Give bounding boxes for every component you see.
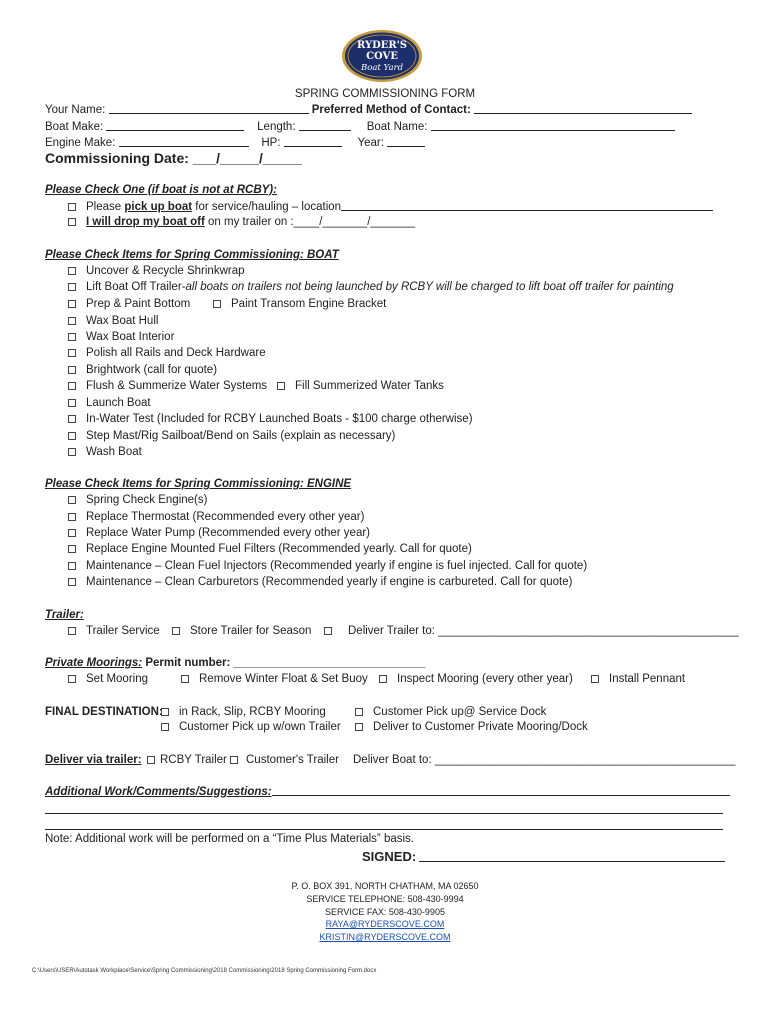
footer-phone: SERVICE TELEPHONE: 508-430-9994: [306, 894, 464, 904]
engine-make-field[interactable]: [119, 136, 249, 147]
pickup-location-field[interactable]: [341, 200, 713, 211]
additional-work-row: [45, 785, 730, 798]
checkbox[interactable]: [68, 448, 76, 456]
year-label: Year:: [357, 137, 384, 149]
checkbox[interactable]: [172, 627, 180, 635]
checkbox[interactable]: [68, 545, 76, 553]
in-rack-item[interactable]: [161, 706, 326, 718]
boat-item-label: Polish all Rails and Deck Hardware: [86, 347, 266, 359]
boat-make-row: [45, 120, 675, 133]
boat-item-label: Step Mast/Rig Sailboat/Bend on Sails (explain as necessary): [86, 430, 396, 442]
boat-item[interactable]: [68, 315, 158, 327]
moorings-row: [45, 657, 425, 669]
dropoff-checkbox[interactable]: [68, 218, 76, 226]
checkbox[interactable]: [68, 578, 76, 586]
boat-item-label: Uncover & Recycle Shrinkwrap: [86, 265, 245, 277]
signed-row: [362, 849, 725, 864]
length-field[interactable]: [299, 120, 351, 131]
engine-item-label: Maintenance – Clean Fuel Injectors (Recommended yearly if engine is fuel injected. Call for quote): [86, 560, 588, 572]
engine-item-label: Maintenance – Clean Carburetors (Recommended yearly if engine is carbureted. Call for quote): [86, 576, 573, 588]
footer-fax: SERVICE FAX: 508-430-9905: [325, 907, 445, 917]
in-rack-label: in Rack, Slip, RCBY Mooring: [179, 706, 326, 718]
checkbox[interactable]: [68, 415, 76, 423]
svg-text:Boat Yard: Boat Yard: [360, 63, 404, 73]
moorings-heading: Private Moorings:: [45, 657, 143, 669]
pickup-text-bold: pick up boat: [124, 201, 193, 213]
set-mooring-label: Set Mooring: [86, 673, 149, 685]
pickup-checkbox[interactable]: [68, 203, 76, 211]
comment-line[interactable]: [45, 813, 723, 814]
your-name-row: [45, 103, 692, 116]
checkbox[interactable]: [324, 627, 332, 635]
install-pennant-label: Install Pennant: [609, 673, 686, 685]
checkbox[interactable]: [68, 627, 76, 635]
trailer-heading: Trailer:: [45, 609, 84, 621]
pickup-option[interactable]: [68, 200, 713, 213]
time-materials-note: Note: Additional work will be performed on a “Time Plus Materials” basis.: [45, 833, 414, 845]
footer-email-1-row: [0, 919, 770, 929]
customers-trailer-item[interactable]: [230, 754, 339, 766]
checkbox[interactable]: [68, 432, 76, 440]
additional-work-heading: Additional Work/Comments/Suggestions:: [45, 786, 272, 798]
hp-field[interactable]: [284, 136, 342, 147]
signed-label: SIGNED:: [362, 849, 417, 864]
boat-item[interactable]: [68, 413, 473, 425]
boat-item-label: Wash Boat: [86, 446, 142, 458]
boat-item[interactable]: [68, 281, 674, 293]
rcby-trailer-item[interactable]: [147, 754, 227, 766]
customer-trailer-label: Customer Pick up w/own Trailer: [179, 721, 341, 733]
boat-item[interactable]: [68, 380, 267, 392]
engine-make-label: Engine Make:: [45, 137, 116, 149]
checkbox[interactable]: [161, 708, 169, 716]
rcby-trailer-label: RCBY Trailer: [160, 754, 227, 766]
email-kristin-link[interactable]: KRISTIN@RYDERSCOVE.COM: [319, 932, 451, 942]
checkbox[interactable]: [68, 399, 76, 407]
boat-item[interactable]: [68, 446, 142, 458]
footer-address: P. O. BOX 391, NORTH CHATHAM, MA 02650: [291, 881, 479, 891]
customer-pickup-item[interactable]: [355, 706, 546, 718]
document-path: C:\Users\USER\Autotask Workplace\Service\Spring Commissioning\2018 Commissioning\2018 Spring Commissioning Form.docx: [32, 968, 377, 974]
boat-item-label: Prep & Paint Bottom: [86, 298, 191, 310]
dropoff-text-bold: I will drop my boat off: [86, 216, 205, 228]
checkbox[interactable]: [147, 756, 155, 764]
email-raya-link[interactable]: RAYA@RYDERSCOVE.COM: [325, 919, 445, 929]
install-pennant-item[interactable]: [591, 673, 685, 685]
engine-item[interactable]: [68, 511, 364, 523]
engine-item-label: Spring Check Engine(s): [86, 494, 208, 506]
checkbox[interactable]: [68, 317, 76, 325]
ryders-cove-logo-icon: [340, 28, 424, 84]
comment-line[interactable]: [45, 829, 723, 830]
checkbox[interactable]: [213, 300, 221, 308]
trailer-service-item[interactable]: [68, 625, 160, 637]
boat-item[interactable]: [68, 298, 190, 310]
boat-item-label: Wax Boat Hull: [86, 315, 159, 327]
trailer-service-label: Trailer Service: [86, 625, 160, 637]
deliver-trailer-item[interactable]: [324, 625, 739, 637]
engine-item[interactable]: [68, 576, 572, 588]
boat-item[interactable]: [68, 430, 395, 442]
checkbox[interactable]: [277, 382, 285, 390]
checkbox[interactable]: [355, 708, 363, 716]
svg-text:COVE: COVE: [366, 51, 398, 62]
customer-pickup-label: Customer Pick up@ Service Dock: [373, 706, 547, 718]
footer-email-2-row: [0, 932, 770, 942]
engine-make-row: [45, 136, 425, 149]
checkbox[interactable]: [591, 675, 599, 683]
boat-item-label: Brightwork (call for quote): [86, 364, 218, 376]
checkbox[interactable]: [161, 723, 169, 731]
boat-item-label: Lift Boat Off Trailer-: [86, 281, 186, 293]
engine-item[interactable]: [68, 560, 587, 572]
inspect-mooring-label: Inspect Mooring (every other year): [397, 673, 573, 685]
pickup-text-post: for service/hauling – location: [192, 201, 342, 213]
your-name-label: Your Name:: [45, 104, 106, 116]
checkbox[interactable]: [379, 675, 387, 683]
engine-item[interactable]: [68, 543, 472, 555]
customer-trailer-item[interactable]: [161, 721, 341, 733]
additional-work-field[interactable]: [272, 785, 730, 796]
engine-item-label: Replace Engine Mounted Fuel Filters (Recommended yearly. Call for quote): [86, 543, 472, 555]
deliver-private-item[interactable]: [355, 721, 588, 733]
commissioning-date[interactable]: Commissioning Date: ___/_____/_____: [45, 150, 302, 166]
final-destination-label: FINAL DESTINATION:: [45, 706, 163, 718]
preferred-contact-field[interactable]: [474, 103, 692, 114]
inspect-mooring-item[interactable]: [379, 673, 573, 685]
signature-field[interactable]: [419, 849, 725, 862]
lift-note: all boats on trailers not being launched by RCBY will be charged to lift boat off trailer for painting: [185, 281, 674, 293]
checkbox[interactable]: [355, 723, 363, 731]
boat-item[interactable]: [68, 265, 245, 277]
boat-item-label: In-Water Test (Included for RCBY Launched Boats - $100 charge otherwise): [86, 413, 473, 425]
check-one-heading: Please Check One (if boat is not at RCBY):: [45, 184, 277, 196]
deliver-trailer-label: Deliver Trailer to: _______________________________________________: [348, 625, 739, 637]
boat-heading: Please Check Items for Spring Commissioning: BOAT: [45, 249, 339, 261]
hp-label: HP:: [261, 137, 281, 149]
checkbox[interactable]: [68, 283, 76, 291]
dropoff-option[interactable]: [68, 216, 415, 228]
boat-name-field[interactable]: [431, 120, 675, 131]
boat-item-label: Flush & Summerize Water Systems: [86, 380, 268, 392]
customers-trailer-label: Customer's Trailer: [246, 754, 339, 766]
checkbox[interactable]: [68, 675, 76, 683]
form-title: SPRING COMMISSIONING FORM: [294, 88, 476, 100]
store-trailer-label: Store Trailer for Season: [190, 625, 312, 637]
engine-item[interactable]: [68, 527, 370, 539]
remove-float-label: Remove Winter Float & Set Buoy: [199, 673, 368, 685]
checkbox[interactable]: [68, 333, 76, 341]
checkbox[interactable]: [68, 496, 76, 504]
remove-float-item[interactable]: [181, 673, 368, 685]
engine-heading: Please Check Items for Spring Commissioning: ENGINE: [45, 478, 352, 490]
checkbox[interactable]: [68, 513, 76, 521]
boat-item[interactable]: [68, 331, 174, 343]
pickup-text-pre: Please: [86, 201, 125, 213]
engine-item-label: Replace Thermostat (Recommended every other year): [86, 511, 365, 523]
boat-item-label: Fill Summerized Water Tanks: [295, 380, 444, 392]
svg-text:RYDER'S: RYDER'S: [356, 40, 408, 51]
engine-item-label: Replace Water Pump (Recommended every other year): [86, 527, 370, 539]
boat-item[interactable]: [68, 364, 217, 376]
year-field[interactable]: [387, 136, 425, 147]
engine-item[interactable]: [68, 494, 207, 506]
logo: [340, 28, 424, 84]
boat-item-label: Wax Boat Interior: [86, 331, 175, 343]
boat-item-label: Paint Transom Engine Bracket: [231, 298, 387, 310]
checkbox[interactable]: [68, 349, 76, 357]
length-label: Length:: [257, 121, 296, 133]
store-trailer-item[interactable]: [172, 625, 311, 637]
checkbox[interactable]: [68, 562, 76, 570]
your-name-field[interactable]: [109, 103, 309, 114]
fill-tanks-item[interactable]: [277, 380, 444, 392]
boat-item-label: Launch Boat: [86, 397, 151, 409]
checkbox[interactable]: [68, 267, 76, 275]
checkbox[interactable]: [230, 756, 238, 764]
boat-item[interactable]: [68, 397, 151, 409]
permit-number-field[interactable]: Permit number: ______________________________: [142, 657, 426, 669]
checkbox[interactable]: [68, 529, 76, 537]
paint-transom-item[interactable]: [213, 298, 386, 310]
boat-item[interactable]: [68, 347, 266, 359]
dropoff-text-post: on my trailer on :____/_______/_______: [204, 216, 416, 228]
checkbox[interactable]: [68, 300, 76, 308]
set-mooring-item[interactable]: [68, 673, 148, 685]
checkbox[interactable]: [68, 382, 76, 390]
preferred-contact-label: Preferred Method of Contact:: [311, 104, 471, 116]
boat-make-label: Boat Make:: [45, 121, 104, 133]
boat-make-field[interactable]: [106, 120, 244, 131]
deliver-private-label: Deliver to Customer Private Mooring/Dock: [373, 721, 588, 733]
deliver-boat-to-field[interactable]: Deliver Boat to: _______________________________________________: [353, 754, 736, 766]
boat-name-label: Boat Name:: [366, 121, 428, 133]
deliver-via-trailer-label: Deliver via trailer:: [45, 754, 142, 766]
checkbox[interactable]: [68, 366, 76, 374]
checkbox[interactable]: [181, 675, 189, 683]
